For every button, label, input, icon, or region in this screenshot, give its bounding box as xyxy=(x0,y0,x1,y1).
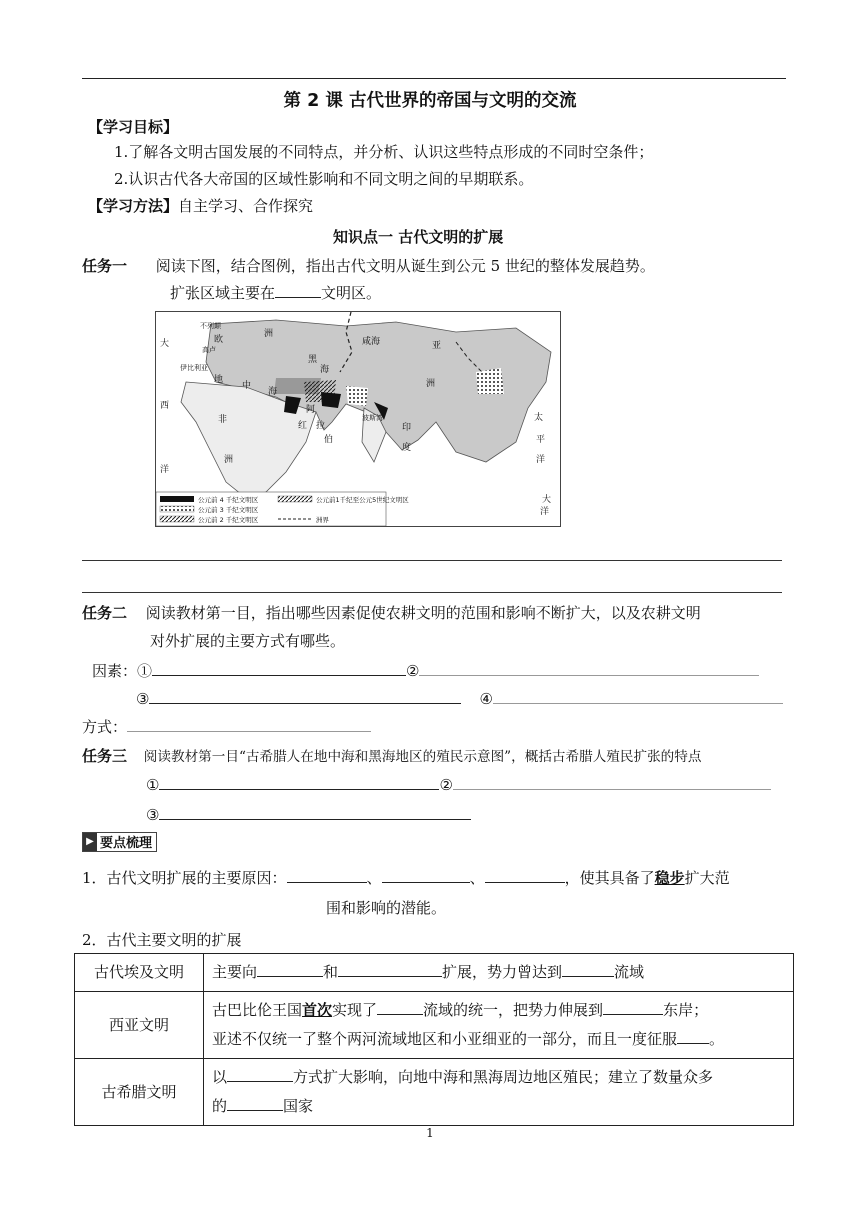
egypt-blank-1[interactable] xyxy=(257,962,323,977)
wa-text-4: 东岸； xyxy=(663,1001,709,1019)
map-label-red-sea: 红 xyxy=(298,421,308,431)
wa-text-5: 亚述不仅统一了整个两河流域地区和小亚细亚的一部分，而且一度征服 xyxy=(212,1030,678,1048)
factor-blank-2[interactable] xyxy=(419,661,759,676)
gr-text-3: 的 xyxy=(212,1097,228,1115)
task2-factors-row1 xyxy=(92,661,759,681)
map-label-ocean-2: 洋 xyxy=(540,507,550,517)
legend-item-2: 公元前 3 千纪文明区 xyxy=(198,506,259,514)
task3-row2 xyxy=(146,805,471,825)
reason-blank-2[interactable] xyxy=(382,868,470,883)
factor-blank-3[interactable] xyxy=(149,689,461,704)
gr-blank-1[interactable] xyxy=(227,1067,293,1082)
wa-text-1: 古巴比伦王国 xyxy=(212,1001,303,1019)
row-head-west-asia: 西亚文明 xyxy=(75,992,204,1059)
row-body-greece xyxy=(204,1059,794,1126)
legend-item-4: 公元前1千纪至公元5世纪文明区 xyxy=(316,496,409,504)
map-label-black-sea-1: 黑 xyxy=(308,355,318,365)
civilization-table xyxy=(74,953,794,1126)
task1-suffix: 文明区。 xyxy=(321,284,382,302)
answer-line-2[interactable] xyxy=(82,592,782,593)
egypt-text-3: 扩展，势力曾达到 xyxy=(442,963,563,981)
map-label-med-2: 中 xyxy=(242,381,252,391)
point1-prefix: 1．古代文明扩展的主要原因： xyxy=(82,869,287,887)
map-label-atlantic-2: 西 xyxy=(160,401,170,411)
gr-blank-2[interactable] xyxy=(227,1096,283,1111)
map-label-iberia: 伊比利亚 xyxy=(180,364,208,372)
point1-line2: 围和影响的潜能。 xyxy=(326,899,447,917)
method-line xyxy=(88,196,313,216)
egypt-blank-2[interactable] xyxy=(338,962,442,977)
row-body-west-asia xyxy=(204,992,794,1059)
legend-item-3: 公元前 2 千纪文明区 xyxy=(198,516,259,524)
map-label-med-1: 地 xyxy=(214,375,224,385)
point1-mid: ，使其具备了 xyxy=(564,869,655,887)
point1-sep2: 、 xyxy=(469,869,485,887)
map-label-europe-1: 欧 xyxy=(214,335,224,345)
table-row xyxy=(75,954,794,992)
map-label-black-sea-2: 海 xyxy=(320,365,330,375)
map-label-pacific-2: 平 xyxy=(536,435,546,445)
gr-text-4: 国家 xyxy=(283,1097,314,1115)
map-label-atlantic-3: 洋 xyxy=(160,465,170,475)
task2-text1: 阅读教材第一目，指出哪些因素促使农耕文明的范围和影响不断扩大，以及农耕文明 xyxy=(145,604,701,622)
map-svg xyxy=(156,312,560,526)
wa-blank-1[interactable] xyxy=(377,1000,423,1015)
task3-text: 阅读教材第一目“古希腊人在地中海和黑海地区的殖民示意图”，概括古希腊人殖民扩张的特点 xyxy=(143,749,702,765)
badge-label: 要点梳理 xyxy=(100,836,153,851)
table-row xyxy=(75,1059,794,1126)
ancient-civilization-map xyxy=(155,311,561,527)
task2-factors-row2 xyxy=(136,689,783,709)
factor-blank-1[interactable] xyxy=(152,661,406,676)
task2-ways xyxy=(82,717,371,737)
map-label-aral: 咸海 xyxy=(362,337,381,347)
answer-line-1[interactable] xyxy=(82,560,782,561)
table-row xyxy=(75,992,794,1059)
top-rule xyxy=(82,78,786,79)
factor-3-marker: ③ xyxy=(136,690,150,708)
point1-emphasis: 稳步 xyxy=(654,869,685,887)
map-label-ocean-1: 大 xyxy=(542,495,552,505)
factor-4-marker: ④ xyxy=(479,690,493,708)
method-heading: 【学习方法】 xyxy=(88,197,179,215)
method-text: 自主学习、合作探究 xyxy=(178,197,314,215)
wa-blank-3[interactable] xyxy=(677,1029,709,1044)
row-head-egypt: 古代埃及文明 xyxy=(75,954,204,992)
point1-tail: 扩大范 xyxy=(684,869,730,887)
map-label-africa-2: 洲 xyxy=(224,455,234,465)
task2-line1 xyxy=(82,603,701,623)
legend-item-5: 洲界 xyxy=(316,516,329,524)
map-label-africa-1: 非 xyxy=(218,415,228,425)
map-label-arabia-3: 伯 xyxy=(324,435,334,445)
ways-label: 方式： xyxy=(82,718,128,736)
egypt-text-2: 和 xyxy=(323,963,339,981)
map-label-asia-1: 亚 xyxy=(432,341,442,351)
wa-text-2: 实现了 xyxy=(332,1001,378,1019)
gr-text-1: 以 xyxy=(212,1068,228,1086)
task1-line2 xyxy=(170,283,381,303)
point2-heading: 2．古代主要文明的扩展 xyxy=(82,931,242,949)
point1-sep1: 、 xyxy=(366,869,382,887)
task3-blank-2[interactable] xyxy=(453,775,771,790)
factor-blank-4[interactable] xyxy=(493,689,783,704)
map-label-arabia-2: 拉 xyxy=(316,421,326,431)
row-body-egypt xyxy=(204,954,794,992)
egypt-text-1: 主要向 xyxy=(212,963,258,981)
wa-text-6: 。 xyxy=(709,1030,725,1048)
task3-marker-3: ③ xyxy=(146,806,160,824)
map-label-asia-2: 洲 xyxy=(426,379,436,389)
map-label-atlantic-1: 大 xyxy=(160,339,170,349)
wa-emphasis: 首次 xyxy=(302,1001,333,1019)
map-label-europe-2: 洲 xyxy=(264,329,274,339)
map-label-med-3: 海 xyxy=(268,387,278,397)
key-points-badge xyxy=(82,830,157,852)
factor-2-marker: ② xyxy=(406,662,420,680)
legend-item-1: 公元前 4 千纪文明区 xyxy=(198,496,259,504)
goal-item-2: 2.认识古代各大帝国的区域性影响和不同文明之间的早期联系。 xyxy=(114,170,534,188)
task1-label: 任务一 xyxy=(82,257,128,275)
task3-line xyxy=(82,746,701,767)
task1-prompt: 扩张区域主要在 xyxy=(170,284,276,302)
wa-text-3: 流域的统一，把势力伸展到 xyxy=(423,1001,604,1019)
task3-row1 xyxy=(146,775,771,795)
task1-text: 阅读下图，结合图例，指出古代文明从诞生到公元 5 世纪的整体发展趋势。 xyxy=(155,257,655,275)
knowledge-point-1: 知识点一 古代文明的扩展 xyxy=(333,228,504,246)
task1-blank[interactable] xyxy=(275,283,321,298)
reason-blank-1[interactable] xyxy=(287,868,367,883)
map-label-britain: 不列颠 xyxy=(200,322,221,330)
task3-blank-1[interactable] xyxy=(159,775,439,790)
task2-label: 任务二 xyxy=(82,604,128,622)
map-label-persian-gulf: 波斯湾 xyxy=(362,414,383,422)
task3-label: 任务三 xyxy=(82,747,128,765)
play-icon: ▶ xyxy=(83,833,97,851)
goals-heading: 【学习目标】 xyxy=(88,118,179,136)
page-title: 第 2 课 古代世界的帝国与文明的交流 xyxy=(283,91,577,111)
ways-blank[interactable] xyxy=(127,717,371,732)
map-label-pacific-1: 太 xyxy=(534,413,544,423)
egypt-text-4: 流域 xyxy=(614,963,645,981)
task3-marker-1: ① xyxy=(146,776,160,794)
map-label-pacific-3: 洋 xyxy=(536,455,546,465)
task3-marker-2: ② xyxy=(439,776,453,794)
goal-item-1: 1.了解各文明古国发展的不同特点，并分析、认识这些特点形成的不同时空条件； xyxy=(114,143,654,161)
egypt-blank-3[interactable] xyxy=(562,962,614,977)
map-label-gaul: 高卢 xyxy=(202,346,216,354)
map-label-india-1: 印 xyxy=(402,423,412,433)
map-label-arabia-1: 阿 xyxy=(306,405,316,415)
wa-blank-2[interactable] xyxy=(603,1000,663,1015)
gr-text-2: 方式扩大影响，向地中海和黑海周边地区殖民；建立了数量众多 xyxy=(293,1068,714,1086)
reason-blank-3[interactable] xyxy=(485,868,565,883)
map-label-india-2: 度 xyxy=(402,443,412,453)
factors-label: 因素：① xyxy=(92,662,153,680)
task2-text2: 对外扩展的主要方式有哪些。 xyxy=(150,632,346,650)
task1-line xyxy=(82,256,655,276)
point1-line1 xyxy=(82,868,730,888)
task3-blank-3[interactable] xyxy=(159,805,471,820)
page-number: 1 xyxy=(426,1126,434,1140)
row-head-greece: 古希腊文明 xyxy=(75,1059,204,1126)
